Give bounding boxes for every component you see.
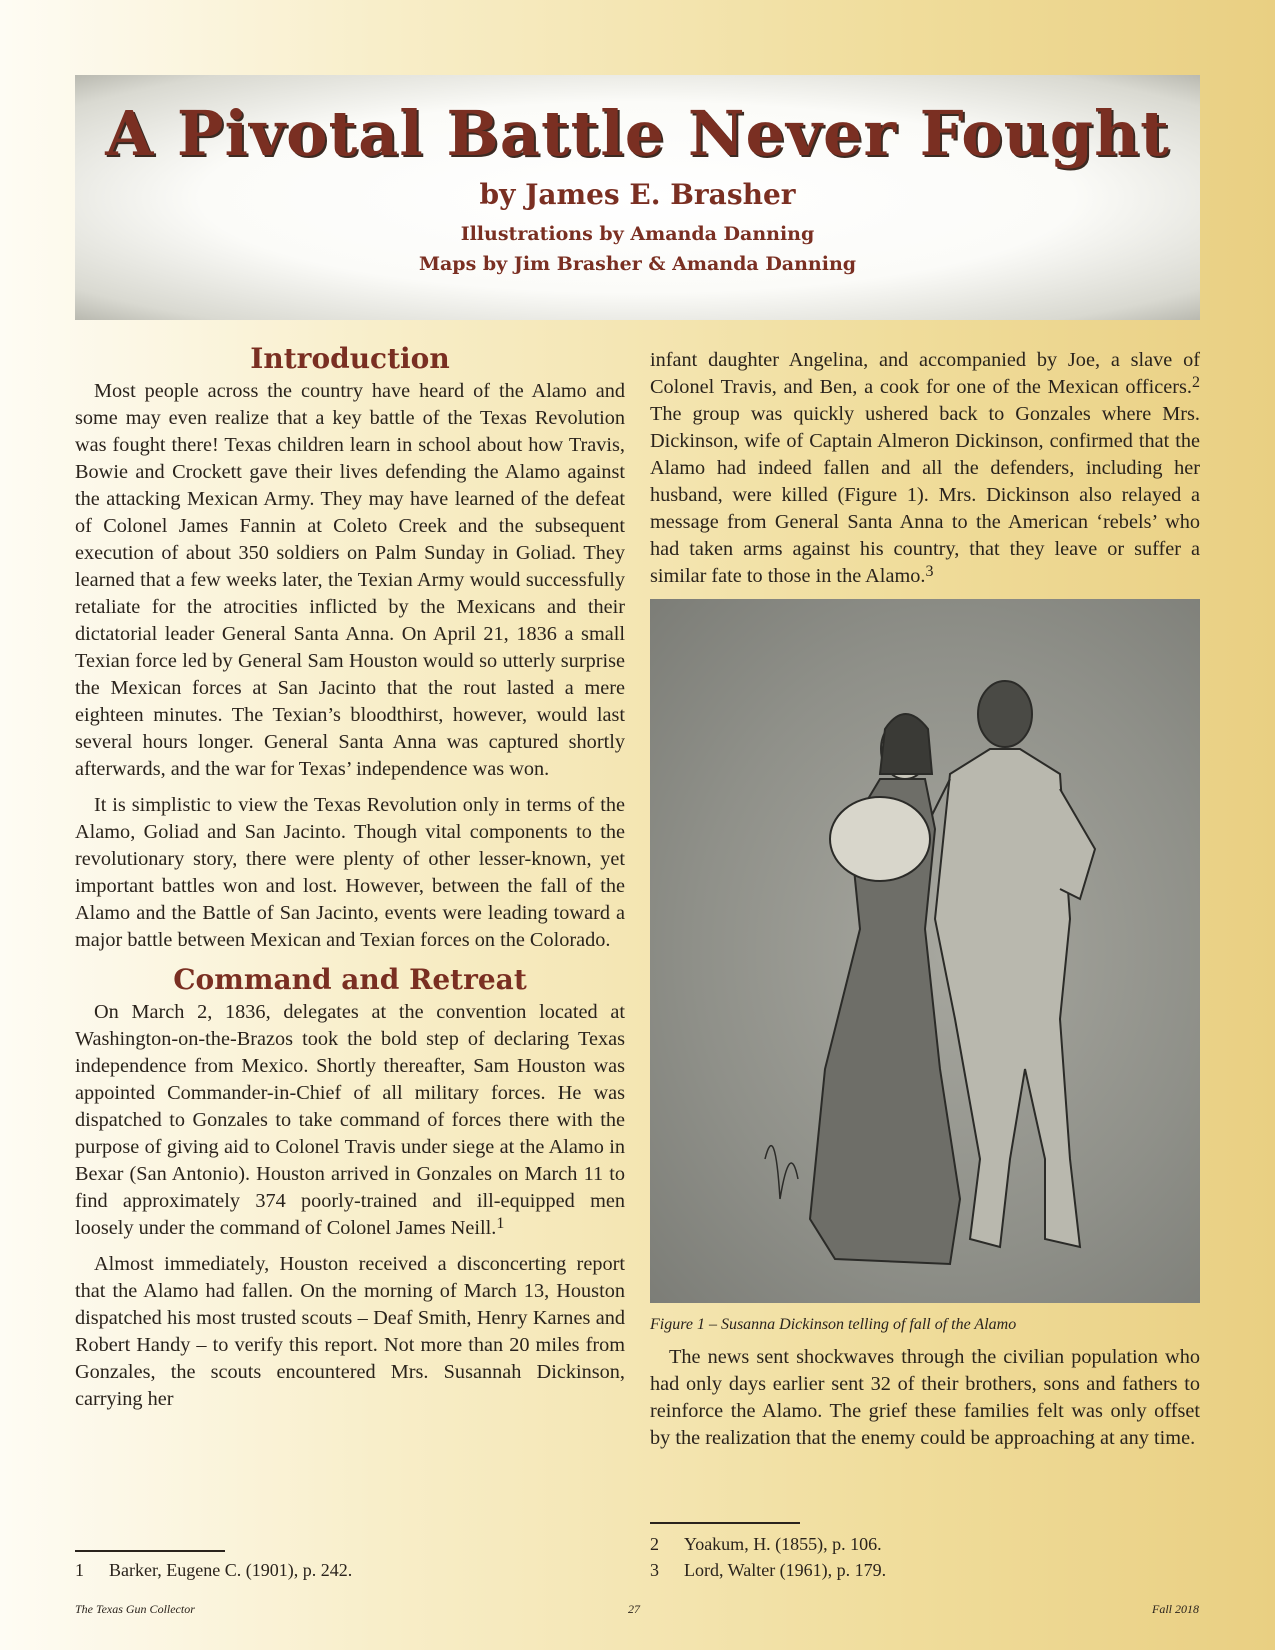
footnote-rule-left xyxy=(75,1550,225,1552)
footnote-3 xyxy=(650,1557,886,1583)
intro-paragraph-2: It is simplistic to view the Texas Revolution only in terms of the Alamo, Goliad and San Jacinto. Though vital components to the revolutionary story, there were plenty of other lesser-known, yet important battles won and lost. However, between the fall of the Alamo and the Battle of San Jacinto, events were leading toward a major battle between Mexican and Texian forces on the Colorado. xyxy=(75,794,625,951)
command-paragraph-2: Almost immediately, Houston received a disconcerting report that the Alamo had fallen. On the morning of March 13, Houston dispatched his most trusted scouts – Deaf Smith, Henry Karnes and Robert Handy – to verify this report. Not more than 20 miles from Gonzales, the scouts encountered Mrs. Susannah Dickinson, carrying her xyxy=(75,1253,625,1410)
credits xyxy=(75,219,1200,279)
left-column xyxy=(75,342,625,1422)
figure-1-caption: Figure 1 – Susanna Dickinson telling of fall of the Alamo xyxy=(650,1316,1017,1333)
footnote-2-number: 2 xyxy=(650,1534,659,1554)
footnote-ref-2[interactable]: 2 xyxy=(1192,374,1200,391)
footnote-2-text: Yoakum, H. (1855), p. 106. xyxy=(684,1534,882,1554)
right-column xyxy=(650,347,1200,1461)
footer-issue: Fall 2018 xyxy=(1152,1602,1199,1616)
title-banner xyxy=(75,75,1200,320)
footer-publication: The Texas Gun Collector xyxy=(75,1602,195,1616)
footnote-ref-1[interactable]: 1 xyxy=(496,1215,505,1232)
continued-text-a: infant daughter Angelina, and accompanied by Joe, a slave of Colonel Travis, and Ben, a cook for one of the Mexican officers. xyxy=(650,349,1200,398)
footnote-3-text: Lord, Walter (1961), p. 179. xyxy=(684,1560,887,1580)
artist-signature xyxy=(765,1146,798,1199)
footnote-rule-right xyxy=(650,1522,800,1524)
footnote-ref-3[interactable]: 3 xyxy=(925,563,934,580)
command-paragraph-1-text: On March 2, 1836, delegates at the convention located at Washington-on-the-Brazos took the bold step of declaring Texas independence from Mexico. Shortly thereafter, Sam Houston was appointed Commander-in-Chief of all military forces. He was dispatched to Gonzales to take command of forces there with the purpose of giving aid to Colonel Travis under siege at the Alamo in Bexar (San Antonio). Houston arrived in Gonzales on March 11 to find approximately 374 poorly-trained and ill-equipped men loosely under the command of Colonel James Neill. xyxy=(75,1001,625,1239)
figure-1-illustration xyxy=(650,599,1200,1303)
continued-paragraph xyxy=(650,347,1200,590)
intro-paragraph-1: Most people across the country have heard of the Alamo and some may even realize that a key battle of the Texas Revolution was fought there! Texas children learn in school about how Travis, Bowie and Crockett gave their lives defending the Alamo against the attacking Mexican Army. They may have learned of the defeat of Colonel James Fannin at Coleto Creek and the subsequent execution of about 350 soldiers on Palm Sunday in Goliad. They learned that a few weeks later, the Texian Army would successfully retaliate for the atrocities inflicted by the Mexicans and their dictatorial leader General Santa Anna. On April 21, 1836 a small Texian force led by General Sam Houston would so utterly surprise the Mexican forces at San Jacinto that the rout lasted a mere eighteen minutes. The Texian’s bloodthirst, however, would last several hours longer. General Santa Anna was captured shortly afterwards, and the war for Texas’ independence was won. xyxy=(75,380,625,780)
right-paragraph-after-figure: The news sent shockwaves through the civilian population who had only days earlier sent 32 of their brothers, sons and fathers to reinforce the Alamo. The grief these families felt was only offset by the realization that the enemy could be approaching at any time. xyxy=(650,1346,1200,1449)
footnote-2 xyxy=(650,1531,882,1557)
sketch-drawing xyxy=(650,599,1200,1303)
footnote-1 xyxy=(75,1557,352,1583)
illustrations-credit: Illustrations by Amanda Danning xyxy=(460,223,815,245)
intro-heading: Introduction xyxy=(250,342,450,375)
article-title: A Pivotal Battle Never Fought xyxy=(105,97,1170,170)
author-byline: by James E. Brasher xyxy=(479,178,796,211)
command-paragraph-1 xyxy=(75,999,625,1242)
footnote-3-number: 3 xyxy=(650,1560,659,1580)
command-heading: Command and Retreat xyxy=(173,963,527,996)
footnote-1-number: 1 xyxy=(75,1560,84,1580)
footer-page-number: 27 xyxy=(628,1602,640,1616)
maps-credit: Maps by Jim Brasher & Amanda Danning xyxy=(418,253,857,275)
continued-text-b: The group was quickly ushered back to Gonzales where Mrs. Dickinson, wife of Captain Almeron Dickinson, confirmed that the Alamo had indeed fallen and all the defenders, including her husband, were killed (Figure 1). Mrs. Dickinson also relayed a message from General Santa Anna to the American ‘rebels’ who had taken arms against his country, that they leave or suffer a similar fate to those in the Alamo. xyxy=(650,403,1200,587)
footnote-1-text: Barker, Eugene C. (1901), p. 242. xyxy=(109,1560,353,1580)
